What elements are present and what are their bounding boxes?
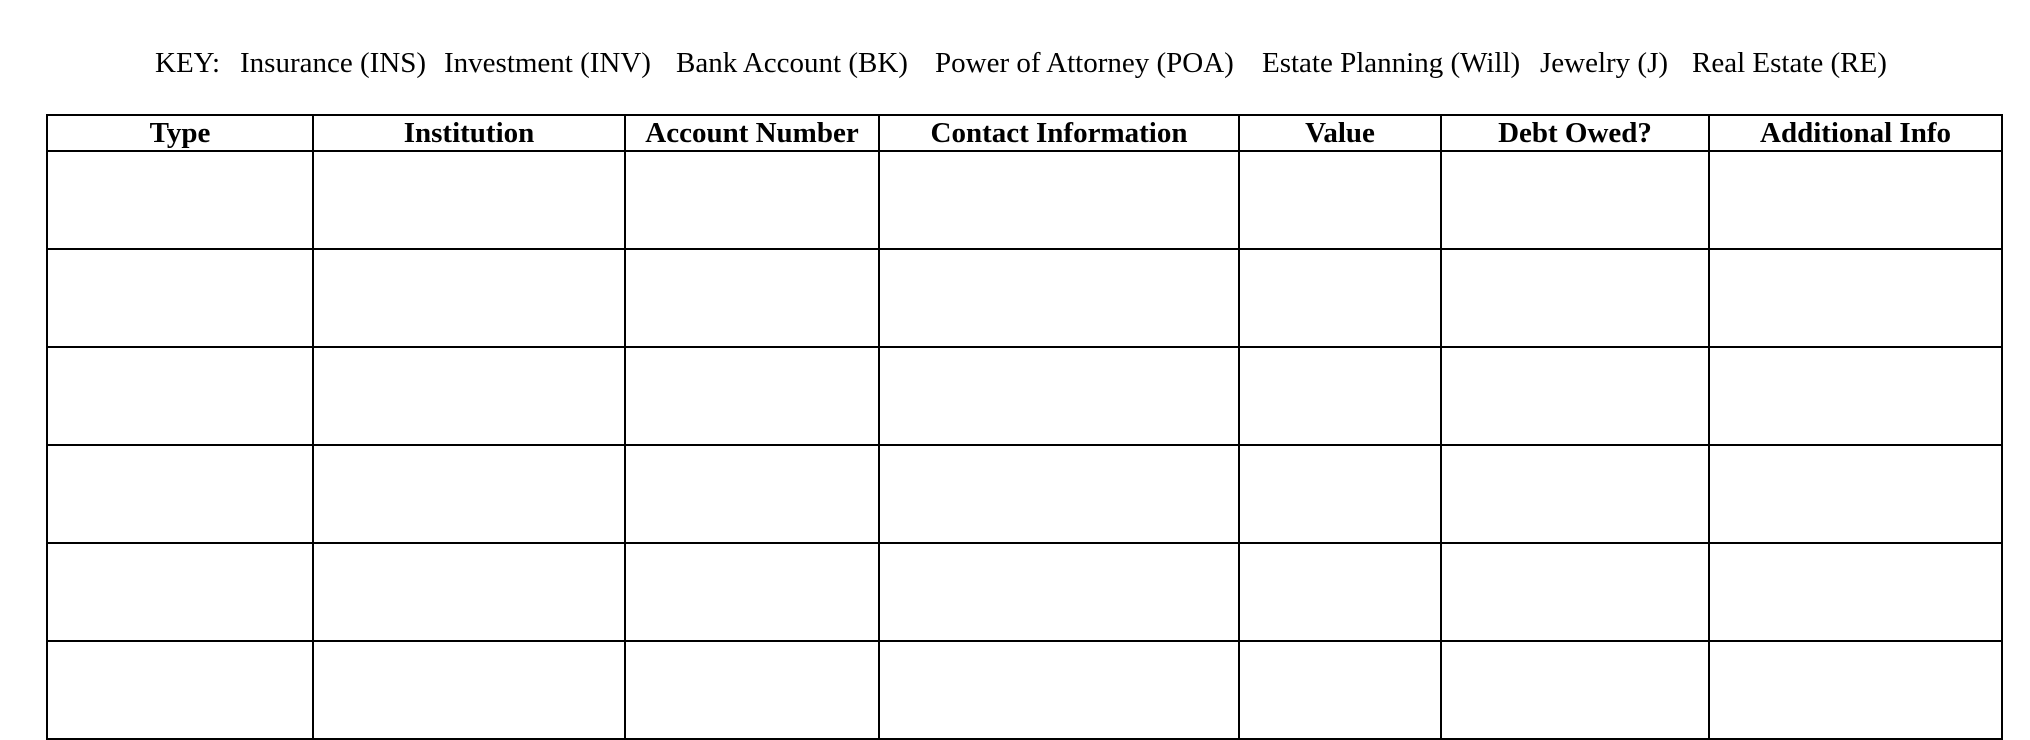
cell-value (1239, 151, 1441, 249)
table-row (47, 641, 2002, 739)
cell-value (1239, 445, 1441, 543)
cell-contact-information (879, 641, 1239, 739)
cell-additional-info (1709, 347, 2002, 445)
cell-institution (313, 347, 625, 445)
key-label: KEY: (155, 47, 220, 79)
cell-contact-information (879, 249, 1239, 347)
cell-type (47, 151, 313, 249)
key-item-power-of-attorney: Power of Attorney (POA) (935, 47, 1234, 79)
table-header-row (47, 115, 2002, 151)
header-contact-information: Contact Information (879, 115, 1239, 151)
cell-debt-owed (1441, 151, 1709, 249)
cell-additional-info (1709, 543, 2002, 641)
cell-contact-information (879, 347, 1239, 445)
key-item-investment: Investment (INV) (444, 47, 651, 79)
cell-type (47, 445, 313, 543)
header-institution: Institution (313, 115, 625, 151)
header-value: Value (1239, 115, 1441, 151)
cell-additional-info (1709, 249, 2002, 347)
cell-debt-owed (1441, 249, 1709, 347)
cell-contact-information (879, 445, 1239, 543)
cell-type (47, 347, 313, 445)
key-item-bank-account: Bank Account (BK) (676, 47, 908, 79)
cell-value (1239, 347, 1441, 445)
table-row (47, 445, 2002, 543)
table-row (47, 347, 2002, 445)
cell-institution (313, 151, 625, 249)
cell-debt-owed (1441, 445, 1709, 543)
table-row (47, 543, 2002, 641)
cell-account-number (625, 445, 879, 543)
key-item-jewelry: Jewelry (J) (1540, 47, 1669, 79)
cell-account-number (625, 249, 879, 347)
cell-debt-owed (1441, 543, 1709, 641)
asset-table (46, 114, 2003, 740)
cell-type (47, 641, 313, 739)
cell-type (47, 249, 313, 347)
cell-value (1239, 641, 1441, 739)
cell-type (47, 543, 313, 641)
cell-additional-info (1709, 445, 2002, 543)
cell-contact-information (879, 543, 1239, 641)
table-row (47, 151, 2002, 249)
header-debt-owed: Debt Owed? (1441, 115, 1709, 151)
cell-institution (313, 249, 625, 347)
cell-debt-owed (1441, 347, 1709, 445)
cell-additional-info (1709, 151, 2002, 249)
key-item-estate-planning: Estate Planning (Will) (1262, 47, 1521, 79)
cell-institution (313, 445, 625, 543)
header-account-number: Account Number (625, 115, 879, 151)
cell-contact-information (879, 151, 1239, 249)
table-row (47, 249, 2002, 347)
cell-account-number (625, 641, 879, 739)
key-item-real-estate: Real Estate (RE) (1692, 47, 1887, 79)
header-additional-info: Additional Info (1709, 115, 2002, 151)
cell-additional-info (1709, 641, 2002, 739)
cell-account-number (625, 543, 879, 641)
legend-key (0, 40, 2030, 86)
header-type: Type (47, 115, 313, 151)
cell-value (1239, 543, 1441, 641)
key-item-insurance: Insurance (INS) (240, 47, 427, 79)
cell-institution (313, 641, 625, 739)
cell-account-number (625, 151, 879, 249)
cell-account-number (625, 347, 879, 445)
cell-debt-owed (1441, 641, 1709, 739)
cell-value (1239, 249, 1441, 347)
cell-institution (313, 543, 625, 641)
